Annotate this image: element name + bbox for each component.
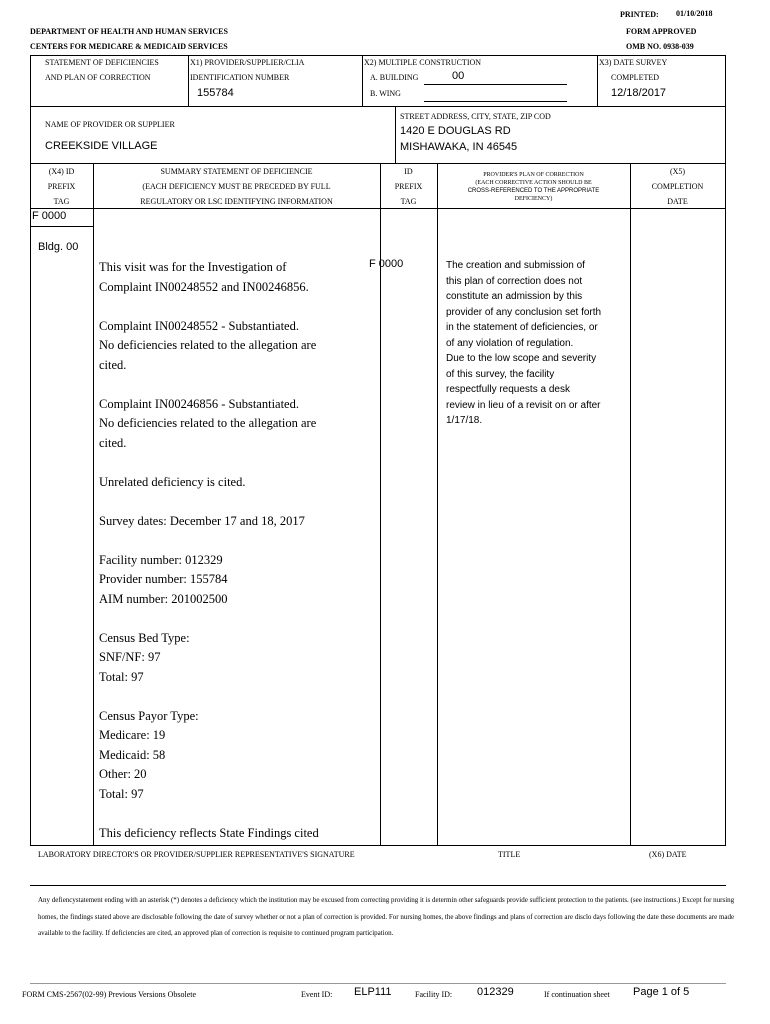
summary-line: SNF/NF: 97 [99, 650, 161, 664]
summary-line [99, 297, 319, 317]
dept-title: DEPARTMENT OF HEALTH AND HUMAN SERVICES [30, 27, 228, 36]
wing-label: B. WING [370, 89, 401, 98]
summary-line: Total: 97 [99, 786, 144, 801]
date-label: (X6) DATE [649, 850, 687, 859]
summary-line: Facility number: 012329 [99, 552, 223, 567]
summary-line [99, 687, 319, 707]
event-id-label: Event ID: [301, 990, 333, 999]
summary-line: This visit was for the Investigation of [99, 260, 287, 274]
summary-line: Unrelated deficiency is cited. [99, 474, 246, 489]
name-label: NAME OF PROVIDER OR SUPPLIER [45, 120, 175, 129]
summary-line: Complaint IN00248552 - Substantiated. [99, 318, 299, 333]
left-tag: F 0000 [32, 210, 67, 222]
poc-header-3: CROSS-REFERENCED TO THE APPROPRIATE [467, 188, 600, 194]
address-line-2: MISHAWAKA, IN 46545 [400, 141, 518, 153]
building-value: 00 [452, 70, 465, 82]
stmt-label-1: STATEMENT OF DEFICIENCIES [45, 58, 159, 67]
x3-label-2: COMPLETED [611, 73, 659, 82]
summary-line: This deficiency reflects State Findings cited [99, 825, 319, 840]
x3-value: 12/18/2017 [611, 87, 667, 99]
summary-line: Census Payor Type: [99, 708, 199, 723]
x4-header-2: PREFIX [47, 182, 76, 191]
continuation-label: If continuation sheet [544, 990, 610, 999]
poc-line: this plan of correction does not [446, 275, 583, 287]
centers-title: CENTERS FOR MEDICARE & MEDICAID SERVICES [30, 42, 228, 51]
form-number: FORM CMS-2567(02-99) Previous Versions Obsolete [22, 990, 197, 999]
poc-line: of any violation of regulation. [446, 337, 574, 349]
summary-line: No deficiencies related to the allegation are [99, 416, 317, 430]
summary-header-1: SUMMARY STATEMENT OF DEFICIENCIE [160, 167, 313, 176]
x4-header-1: (X4) ID [48, 167, 75, 176]
form-approved: FORM APPROVED [626, 27, 697, 36]
poc-line: in the statement of deficiencies, or [446, 322, 598, 333]
summary-line: AIM number: 201002500 [99, 591, 228, 606]
summary-line: Complaint IN00248552 and IN00246856. [99, 279, 309, 294]
x3-label-1: X3) DATE SURVEY [599, 58, 668, 67]
summary-line [99, 804, 319, 824]
summary-line [99, 492, 319, 512]
building-tag: Bldg. 00 [38, 241, 79, 253]
summary-header-2: (EACH DEFICIENCY MUST BE PRECEDED BY FULL [142, 182, 331, 191]
poc-header-1: PROVIDER'S PLAN OF CORRECTION [483, 172, 584, 178]
signature-label: LABORATORY DIRECTOR'S OR PROVIDER/SUPPLIER REPRESENTATIVE'S SIGNATURE [38, 850, 355, 859]
x1-value: 155784 [197, 87, 234, 99]
poc-line: constitute an admission by this [446, 291, 583, 302]
poc-header-4: DEFICIENCY) [514, 196, 553, 202]
address-label: STREET ADDRESS, CITY, STATE, ZIP COD [400, 112, 551, 121]
summary-line: Total: 97 [99, 669, 144, 684]
summary-line: Census Bed Type: [99, 630, 190, 645]
poc-header-2: (EACH CORRECTIVE ACTION SHOULD BE [475, 180, 592, 186]
x5-header-1: (X5) [669, 167, 686, 176]
summary-header-3: REGULATORY OR LSC IDENTIFYING INFORMATION [140, 197, 333, 206]
summary-line [99, 531, 319, 551]
name-value: CREEKSIDE VILLAGE [45, 140, 158, 152]
plan-of-correction [446, 258, 626, 429]
summary-statement [99, 258, 319, 843]
address-line-1: 1420 E DOUGLAS RD [400, 125, 511, 137]
id-header-1: ID [404, 167, 413, 176]
poc-line: Due to the low scope and severity [446, 353, 597, 364]
summary-line: cited. [99, 435, 127, 450]
summary-line [99, 453, 319, 473]
stmt-label-2: AND PLAN OF CORRECTION [45, 73, 151, 82]
footnote: Any defiencystatement ending with an asterisk (*) denotes a deficiency which the institution may be excused from correcting providing it is determin other safeguards provide sufficient protection to the patients. (see instructions.) Except for nursing homes, the findings stated above are disclosable following the date of survey whether or not a plan of correction is provided. For nursing homes, the above findings and plans of correction are disclo days following the date these documents are made available to the facility. If deficiencies are cited, an approved plan of correction is requisite to continued program participation. [38, 896, 735, 937]
summary-line [99, 609, 319, 629]
summary-line: Provider number: 155784 [99, 572, 228, 586]
summary-line: Medicaid: 58 [99, 747, 166, 762]
x1-label-1: X1) PROVIDER/SUPPLIER/CLIA [190, 58, 305, 67]
id-header-2: PREFIX [394, 182, 423, 191]
poc-line: The creation and submission of [446, 260, 585, 271]
event-id-value: ELP111 [354, 986, 392, 998]
poc-line: of this survey, the facility [446, 368, 555, 380]
x4-header-3: TAG [53, 197, 70, 206]
omb-number: OMB NO. 0938-039 [626, 42, 694, 51]
summary-line: Complaint IN00246856 - Substantiated. [99, 396, 299, 411]
facility-id-value: 012329 [477, 986, 514, 998]
building-label: A. BUILDING [370, 73, 419, 82]
facility-id-label: Facility ID: [415, 990, 453, 999]
poc-line: provider of any conclusion set forth [446, 306, 602, 318]
x1-label-2: IDENTIFICATION NUMBER [190, 73, 290, 82]
poc-line: respectfully requests a desk [446, 384, 570, 395]
right-tag: F 0000 [369, 258, 404, 270]
page-number: Page 1 of 5 [633, 986, 690, 998]
summary-line: Medicare: 19 [99, 728, 166, 742]
x2-label: X2) MULTIPLE CONSTRUCTION [364, 58, 482, 67]
poc-line: 1/17/18. [446, 415, 483, 426]
summary-line: Survey dates: December 17 and 18, 2017 [99, 513, 305, 528]
id-header-3: TAG [400, 197, 417, 206]
summary-line: cited. [99, 357, 127, 372]
printed-date: 01/10/2018 [676, 9, 713, 18]
x5-header-2: COMPLETION [651, 182, 704, 191]
printed-label: PRINTED: [620, 10, 659, 19]
summary-line [99, 375, 319, 395]
poc-line: review in lieu of a revisit on or after [446, 399, 601, 411]
summary-line: Other: 20 [99, 767, 147, 781]
title-label: TITLE [498, 850, 521, 859]
summary-line: No deficiencies related to the allegation are [99, 338, 317, 352]
x5-header-3: DATE [667, 197, 688, 206]
